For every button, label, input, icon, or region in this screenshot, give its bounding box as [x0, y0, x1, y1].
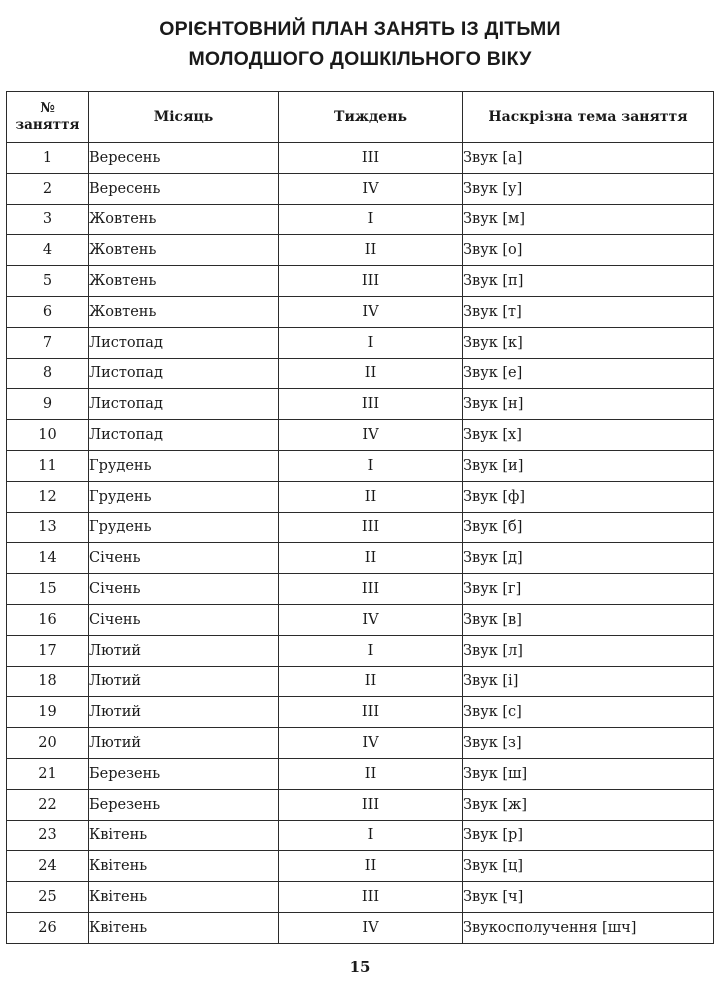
cell-month: Листопад: [89, 420, 279, 451]
table-row: [7, 882, 714, 913]
title-line-2: МОЛОДШОГО ДОШКІЛЬНОГО ВІКУ: [188, 48, 532, 70]
header-week: Тиждень: [279, 92, 463, 143]
cell-week: III: [279, 789, 463, 820]
table-row: [7, 574, 714, 605]
cell-lesson-number: 14: [7, 543, 89, 574]
cell-topic: Звук [т]: [463, 296, 714, 327]
cell-week: I: [279, 820, 463, 851]
header-num-symbol: №: [40, 100, 55, 116]
cell-month: Лютий: [89, 635, 279, 666]
cell-month: Грудень: [89, 450, 279, 481]
cell-week: III: [279, 143, 463, 174]
cell-topic: Звук [б]: [463, 512, 714, 543]
header-month: Місяць: [89, 92, 279, 143]
cell-topic: Звук [ш]: [463, 758, 714, 789]
cell-lesson-number: 21: [7, 758, 89, 789]
cell-topic: Звук [р]: [463, 820, 714, 851]
table-row: [7, 235, 714, 266]
cell-lesson-number: 24: [7, 851, 89, 882]
cell-month: Січень: [89, 543, 279, 574]
cell-lesson-number: 20: [7, 728, 89, 759]
cell-lesson-number: 9: [7, 389, 89, 420]
cell-topic: Звук [д]: [463, 543, 714, 574]
cell-week: III: [279, 389, 463, 420]
cell-topic: Звук [е]: [463, 358, 714, 389]
cell-topic: Звук [ч]: [463, 882, 714, 913]
cell-lesson-number: 7: [7, 327, 89, 358]
cell-week: I: [279, 635, 463, 666]
cell-month: Січень: [89, 604, 279, 635]
cell-lesson-number: 3: [7, 204, 89, 235]
cell-month: Квітень: [89, 820, 279, 851]
cell-week: III: [279, 574, 463, 605]
cell-month: Жовтень: [89, 204, 279, 235]
table-row: [7, 758, 714, 789]
cell-week: III: [279, 882, 463, 913]
table-row: [7, 481, 714, 512]
table-row: [7, 358, 714, 389]
cell-month: Квітень: [89, 851, 279, 882]
table-row: [7, 450, 714, 481]
table-row: [7, 266, 714, 297]
cell-month: Листопад: [89, 327, 279, 358]
cell-lesson-number: 2: [7, 173, 89, 204]
cell-month: Грудень: [89, 481, 279, 512]
cell-week: IV: [279, 728, 463, 759]
table-row: [7, 820, 714, 851]
cell-week: I: [279, 327, 463, 358]
table-row: [7, 389, 714, 420]
cell-lesson-number: 22: [7, 789, 89, 820]
table-row: [7, 420, 714, 451]
cell-topic: Звук [х]: [463, 420, 714, 451]
cell-month: Вересень: [89, 173, 279, 204]
cell-week: II: [279, 758, 463, 789]
cell-lesson-number: 23: [7, 820, 89, 851]
title-line-1: ОРІЄНТОВНИЙ ПЛАН ЗАНЯТЬ ІЗ ДІТЬМИ: [159, 18, 561, 40]
cell-topic: Звук [ж]: [463, 789, 714, 820]
cell-month: Грудень: [89, 512, 279, 543]
cell-week: II: [279, 851, 463, 882]
cell-week: II: [279, 235, 463, 266]
table-row: [7, 604, 714, 635]
table-row: [7, 512, 714, 543]
cell-week: II: [279, 666, 463, 697]
table-row: [7, 912, 714, 943]
cell-topic: Звук [ц]: [463, 851, 714, 882]
cell-lesson-number: 1: [7, 143, 89, 174]
table-row: [7, 666, 714, 697]
cell-topic: Звук [г]: [463, 574, 714, 605]
cell-month: Березень: [89, 789, 279, 820]
cell-month: Березень: [89, 758, 279, 789]
cell-week: IV: [279, 173, 463, 204]
cell-lesson-number: 26: [7, 912, 89, 943]
cell-week: IV: [279, 420, 463, 451]
cell-month: Квітень: [89, 912, 279, 943]
header-lesson-number: [7, 92, 89, 143]
cell-topic: Звук [л]: [463, 635, 714, 666]
header-topic: Наскрізна тема заняття: [463, 92, 714, 143]
cell-topic: Звук [а]: [463, 143, 714, 174]
cell-topic: Звук [н]: [463, 389, 714, 420]
cell-week: II: [279, 543, 463, 574]
cell-week: I: [279, 450, 463, 481]
cell-lesson-number: 8: [7, 358, 89, 389]
table-row: [7, 327, 714, 358]
cell-lesson-number: 13: [7, 512, 89, 543]
cell-topic: Звук [к]: [463, 327, 714, 358]
table-row: [7, 697, 714, 728]
cell-topic: Звук [в]: [463, 604, 714, 635]
cell-month: Квітень: [89, 882, 279, 913]
cell-week: II: [279, 358, 463, 389]
cell-topic: Звук [о]: [463, 235, 714, 266]
cell-topic: Звук [и]: [463, 450, 714, 481]
cell-week: III: [279, 697, 463, 728]
table-row: [7, 296, 714, 327]
cell-lesson-number: 6: [7, 296, 89, 327]
table-body: [7, 143, 714, 944]
cell-month: Листопад: [89, 358, 279, 389]
table-row: [7, 789, 714, 820]
cell-lesson-number: 10: [7, 420, 89, 451]
cell-month: Вересень: [89, 143, 279, 174]
cell-week: IV: [279, 912, 463, 943]
cell-topic: Звук [у]: [463, 173, 714, 204]
cell-topic: Звукосполучення [шч]: [463, 912, 714, 943]
cell-topic: Звук [п]: [463, 266, 714, 297]
cell-lesson-number: 16: [7, 604, 89, 635]
cell-month: Жовтень: [89, 235, 279, 266]
cell-month: Лютий: [89, 728, 279, 759]
table-row: [7, 851, 714, 882]
cell-topic: Звук [с]: [463, 697, 714, 728]
cell-week: III: [279, 266, 463, 297]
cell-month: Лютий: [89, 666, 279, 697]
cell-lesson-number: 15: [7, 574, 89, 605]
table-row: [7, 143, 714, 174]
cell-lesson-number: 18: [7, 666, 89, 697]
cell-month: Січень: [89, 574, 279, 605]
cell-topic: Звук [м]: [463, 204, 714, 235]
cell-week: III: [279, 512, 463, 543]
lesson-plan-table: [6, 91, 714, 944]
cell-lesson-number: 19: [7, 697, 89, 728]
cell-lesson-number: 17: [7, 635, 89, 666]
cell-month: Лютий: [89, 697, 279, 728]
table-row: [7, 728, 714, 759]
cell-lesson-number: 12: [7, 481, 89, 512]
table-row: [7, 635, 714, 666]
header-num-label: заняття: [15, 117, 80, 133]
cell-month: Жовтень: [89, 296, 279, 327]
cell-topic: Звук [і]: [463, 666, 714, 697]
table-row: [7, 204, 714, 235]
cell-month: Жовтень: [89, 266, 279, 297]
table-header-row: [7, 92, 714, 143]
cell-topic: Звук [ф]: [463, 481, 714, 512]
table-row: [7, 173, 714, 204]
cell-week: IV: [279, 604, 463, 635]
page-title: [0, 14, 720, 74]
cell-week: II: [279, 481, 463, 512]
cell-month: Листопад: [89, 389, 279, 420]
cell-lesson-number: 25: [7, 882, 89, 913]
page-number: 15: [349, 958, 371, 976]
cell-topic: Звук [з]: [463, 728, 714, 759]
cell-lesson-number: 4: [7, 235, 89, 266]
table-row: [7, 543, 714, 574]
cell-week: I: [279, 204, 463, 235]
cell-week: IV: [279, 296, 463, 327]
cell-lesson-number: 5: [7, 266, 89, 297]
cell-lesson-number: 11: [7, 450, 89, 481]
